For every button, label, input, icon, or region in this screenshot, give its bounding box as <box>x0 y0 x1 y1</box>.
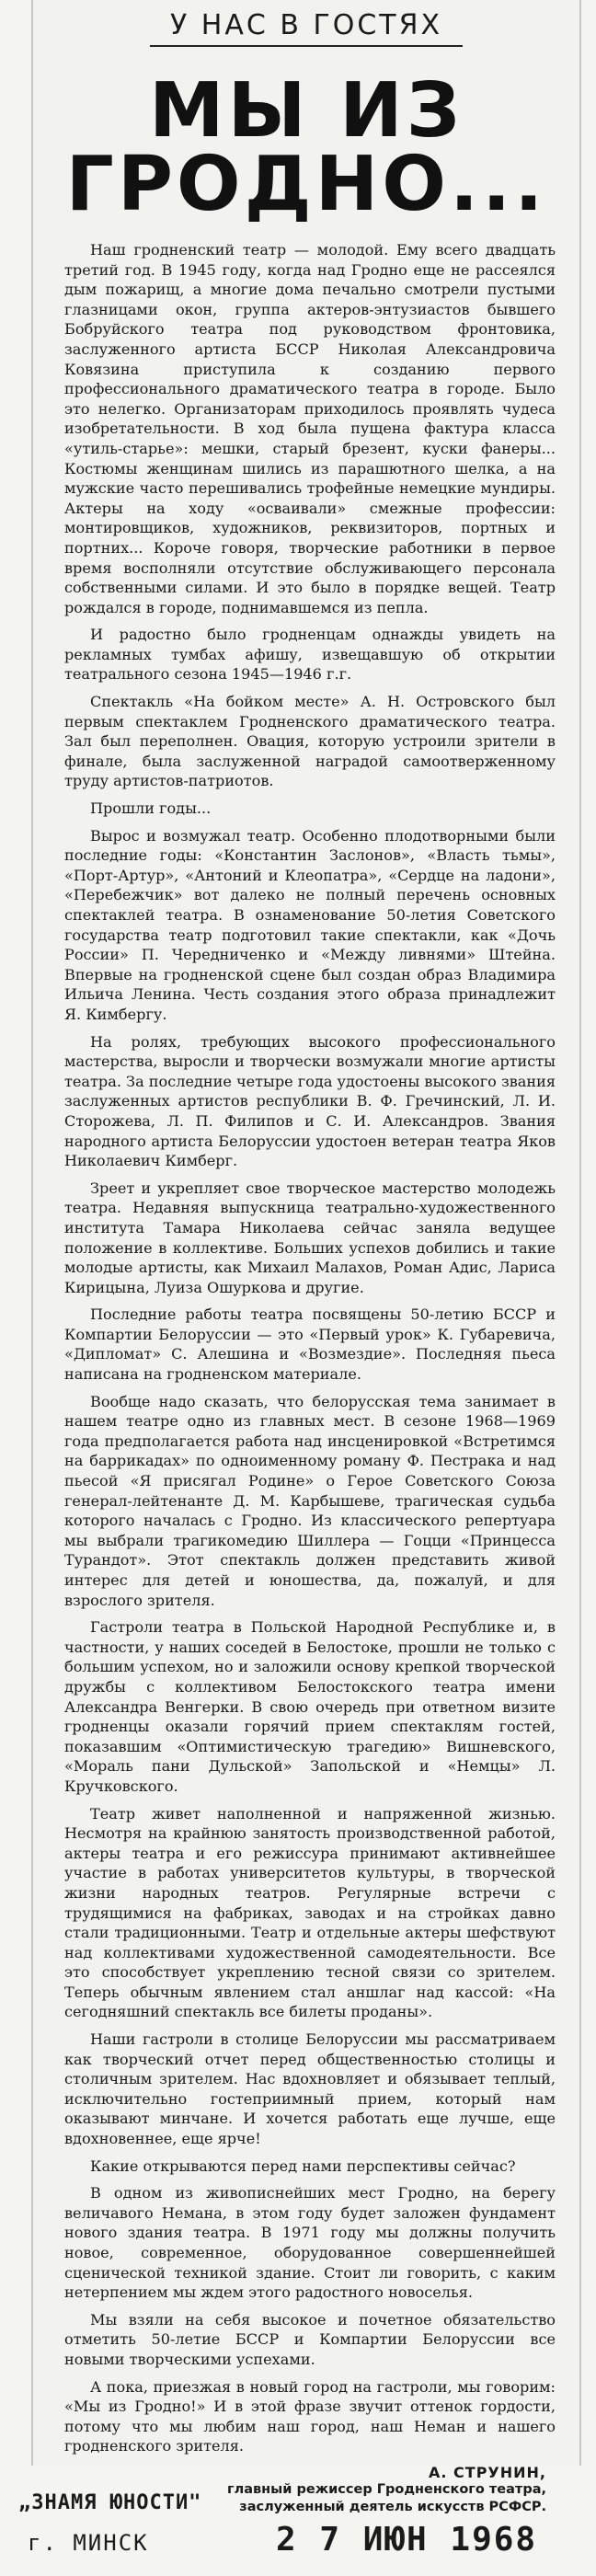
paragraph: Вырос и возмужал театр. Особенно плодотворными были последние годы: «Константин Заслонов», «Власть тьмы», «Порт-Артур», «Антоний и Клеопатра», «Сердце на ладони», «Перебежчик» вот далеко не полный перечень основных спектаклей театра. В ознаменование 50-летия Советского государства театр подготовил такие спектакли, как «Дочь России» П. Чередниченко и «Между ливнями» Штейна. Впервые на гродненской сцене был создан образ Владимира Ильича Ленина. Честь создания этого образа принадлежит Я. Кимбергу. <box>64 826 556 1023</box>
paragraph: И радостно было гродненцам однажды увидеть на рекламных тумбах афишу, извещавшую об открытии театрального сезона 1945—1946 г.г. <box>64 626 556 684</box>
paragraph: Зреет и укрепляет свое творческое мастерство молодежь театра. Недавняя выпускница театрально-художественного института Тамара Николаева сейчас заняла ведущее положение в коллективе. Больших успехов добились и такие молодые артисты, как Михаил Малахов, Роман Адис, Лариса Кирицына, Луиза Ошуркова и другие. <box>64 1179 556 1296</box>
stamp-date: 2 7 ИЮН 1968 <box>276 2521 538 2559</box>
paragraph: Вообще надо сказать, что белорусская тема занимает в нашем театре одно из главных мест. В сезоне 1968—1969 года предполагается работа над инсценировкой «Встретимся на баррикадах» по одноименному роману Ф. Пестрака и над пьесой «Я присягал Родине» о Герое Советского Союза генерал-лейтенанте Д. М. Карбышеве, трагическая судьба которого началась с Гродно. Из классического репертуара мы выбрали трагикомедию Шиллера — Гоцци «Принцесса Турандот». Этот спектакль должен представить живой интерес для детей и юношества, да, пожалуй, и для взрослого зрителя. <box>64 1392 556 1609</box>
paragraph: Гастроли театра в Польской Народной Республике и, в частности, у наших соседей в Белостоке, прошли не только с большим успехом, но и заложили основу крепкой творческой дружбы с коллективом Белостокского театра имени Александра Венгерки. В свою очередь при ответном визите гродненцы оказали горячий прием спектаклям гостей, показавшим «Оптимистическую трагедию» Вишневского, «Мораль пани Дульской» Запольской и «Немцы» Л. Кручковского. <box>64 1618 556 1795</box>
rubric-heading: У НАС В ГОСТЯХ <box>150 7 463 47</box>
paragraph: Спектакль «На бойком месте» А. Н. Островского был первым спектаклем Гродненского драматического театра. Зал был переполнен. Овация, которую устроили зрители в финале, была заслуженной наградой самоотверженному труду артистов-патриотов. <box>64 693 556 790</box>
author-role-line-2: заслуженный деятель искусств РСФСР. <box>239 2499 546 2514</box>
archive-stamp <box>0 2475 596 2576</box>
paragraph: Наши гастроли в столице Белоруссии мы рассматриваем как творческий отчет перед общественностью столицы и столичным зрителем. Нас вдохновляет и обязывает теплый, исключительно гостеприимный прием, который нам оказывают минчане. И хочется работать еще лучше, еще вдохновеннее, еще ярче! <box>64 2030 556 2148</box>
paragraph: В одном из живописнейших мест Гродно, на берегу величавого Немана, в этом году будет заложен фундамент нового здания театра. В 1971 году мы должны получить новое, современное, оборудованное совершеннейшей сценической техникой здание. Стоит ли говорить, с каким нетерпением мы ждем этого радостного новоселья. <box>64 2184 556 2302</box>
author-role-line-1: главный режиссер Гродненского театра, <box>227 2481 546 2497</box>
paragraph: Наш гродненский театр — молодой. Ему всего двадцать третий год. В 1945 году, когда над Гродно еще не рассеялся дым пожарищ, а многие дома печально смотрели пустыми глазницами окон, группа актеров-энтузиастов бывшего Бобруйского театра под руководством фронтовика, заслуженного артиста БССР Николая Александровича Ковязина приступила к созданию первого профессионального драматического театра в городе. Было это нелегко. Организаторам приходилось проявлять чудеса изобретательности. В ход была пущена фактура класса «утиль-старье»: мешки, старый брезент, куски фанеры... Костюмы женщинам шились из парашютного шелка, а на мужские часто перешивались трофейные немецкие мундиры. Актеры на ходу «осваивали» смежные профессии: монтировщиков, художников, реквизиторов, портных и портних... Короче говоря, творческие работники в первое время восполняли отсутствие обслуживающего персонала собственными силами. И это было в порядке вещей. Театр рождался в городе, поднимавшемся из пепла. <box>64 241 556 616</box>
article-title-line-1: МЫ ИЗ <box>149 67 464 155</box>
paragraph: Прошли годы... <box>90 799 212 818</box>
stamp-city: г. МИНСК <box>28 2530 149 2556</box>
paragraph: Какие открываются перед нами перспективы сейчас? <box>90 2156 516 2175</box>
stamp-newspaper-name: „ЗНАМЯ ЮНОСТИ" <box>18 2491 202 2514</box>
paragraph: На ролях, требующих высокого профессионального мастерства, выросли и творчески возмужали многие артисты театра. За последние четыре года удостоены высокого звания заслуженных артистов республики В. Ф. Гречинский, Л. И. Сторожева, Л. П. Филипов и С. И. Александров. Звания народного артиста Белоруссии удостоен ветеран театра Яков Николаевич Кимберг. <box>64 1032 556 1170</box>
paragraph: Мы взяли на себя высокое и почетное обязательство отметить 50-летие БССР и Компартии Белоруссии все новыми творческими успехами. <box>64 2310 556 2368</box>
article-body <box>33 240 579 2516</box>
paragraph: Последние работы театра посвящены 50-летию БССР и Компартии Белоруссии — это «Первый урок» К. Губаревича, «Дипломат» С. Алешина и «Возмездие». Последняя пьеса написана на гродненском материале. <box>64 1305 556 1384</box>
article-title <box>33 67 579 228</box>
paragraph: Театр живет наполненной и напряженной жизнью. Несмотря на крайнюю занятость производственной работой, актеры театра и его режиссура принимают активнейшее участие в работах университетов культуры, в творческой жизни народных театров. Регулярные встречи с трудящимися на фабриках, заводах и на стройках давно стали традиционными. Театр и отдельные актеры шефствуют над коллективами художественной самодеятельности. Все это способствует укреплению тесной связи со зрителем. Теперь обычным явлением стал аншлаг над кассой: «На сегодняшний спектакль все билеты проданы». <box>64 1804 556 2021</box>
paragraph: А пока, приезжая в новый город на гастроли, мы говорим: «Мы из Гродно!» И в этой фразе звучит оттенок гордости, потому что мы любим наш город, наш Неман и нашего гродненского зрителя. <box>64 2377 556 2455</box>
author-name: А. СТРУНИН, <box>429 2463 546 2481</box>
article-title-line-2: ГРОДНО... <box>65 141 547 228</box>
